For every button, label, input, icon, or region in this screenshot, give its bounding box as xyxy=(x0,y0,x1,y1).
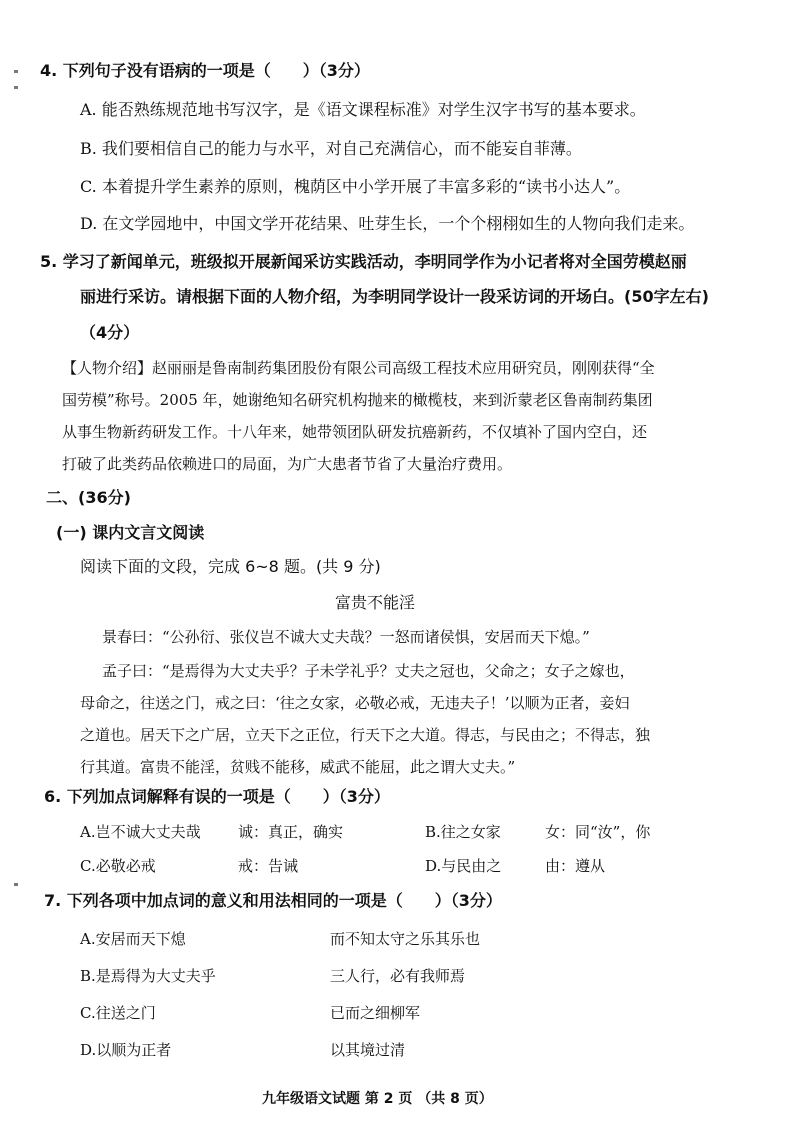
q6-option-a-gloss: 诚：真正，确实 xyxy=(238,823,344,841)
q6-option-c-item: C.必敬必戒 xyxy=(80,857,156,875)
q6-option-d-gloss: 由：遵从 xyxy=(545,857,606,875)
scan-mark xyxy=(14,883,18,886)
q5-intro-line: 【人物介绍】赵丽丽是鲁南制药集团股份有限公司高级工程技术应用研究员，刚刚获得“全 xyxy=(62,359,655,377)
q4-option-a: A. 能否熟练规范地书写汉字，是《语文课程标准》对学生汉字书写的基本要求。 xyxy=(80,100,646,119)
page-footer: 九年级语文试题 第 2 页 （共 8 页） xyxy=(262,1091,493,1107)
q6-option-b-item: B.往之女家 xyxy=(425,823,501,841)
passage-line: 景春曰：“公孙衍、张仪岂不诚大丈夫哉？一怒而诸侯惧，安居而天下熄。” xyxy=(102,628,590,646)
q5-intro-line: 从事生物新药研发工作。十八年来，她带领团队研发抗癌新药，不仅填补了国内空白，还 xyxy=(62,423,648,441)
q4-option-b: B. 我们要相信自己的能力与水平，对自己充满信心，而不能妄自菲薄。 xyxy=(80,139,582,158)
q7-option-c-left: C.往送之门 xyxy=(80,1004,156,1022)
q4-stem: 4. 下列句子没有语病的一项是（ ）（3分） xyxy=(40,61,370,80)
passage-line: 行其道。富贵不能淫，贫贱不能移，威武不能屈，此之谓大丈夫。” xyxy=(80,758,516,776)
q6-option-c-gloss: 戒：告诫 xyxy=(238,857,299,875)
q7-option-d-right: 以其境过清 xyxy=(330,1041,406,1059)
q7-option-b-right: 三人行，必有我师焉 xyxy=(330,967,466,985)
q7-option-a-left: A.安居而天下熄 xyxy=(80,930,186,948)
q7-option-b-left: B.是焉得为大丈夫乎 xyxy=(80,967,216,985)
q7-stem: 7. 下列各项中加点词的意义和用法相同的一项是（ ）（3分） xyxy=(44,891,502,910)
section-heading: 二、(36分) xyxy=(46,488,131,507)
scan-mark xyxy=(14,70,18,73)
reading-instruction: 阅读下面的文段，完成 6~8 题。(共 9 分) xyxy=(80,557,381,576)
q5-intro-line: 国劳模”称号。2005 年，她谢绝知名研究机构抛来的橄榄枝，来到沂蒙老区鲁南制药集团 xyxy=(62,391,653,409)
q4-option-d: D. 在文学园地中，中国文学开花结果、吐芽生长，一个个栩栩如生的人物向我们走来。 xyxy=(80,214,695,233)
q4-option-c: C. 本着提升学生素养的原则，槐荫区中小学开展了丰富多彩的“读书小达人”。 xyxy=(80,177,631,196)
q6-option-d-item: D.与民由之 xyxy=(425,857,502,875)
q6-option-b-gloss: 女：同“汝”，你 xyxy=(545,823,651,841)
scan-mark xyxy=(14,86,18,89)
passage-line: 孟子曰：“是焉得为大丈夫乎？子未学礼乎？丈夫之冠也，父命之；女子之嫁也， xyxy=(102,662,635,680)
q5-score: （4分） xyxy=(80,323,140,342)
section-sub-heading: (一) 课内文言文阅读 xyxy=(56,523,205,542)
q5-stem-line2: 丽进行采访。请根据下面的人物介绍，为李明同学设计一段采访词的开场白。(50字左右) xyxy=(80,287,709,306)
passage-line: 之道也。居天下之广居，立天下之正位，行天下之大道。得志，与民由之；不得志，独 xyxy=(80,726,651,744)
q7-option-d-left: D.以顺为正者 xyxy=(80,1041,172,1059)
passage-line: 母命之，往送之门，戒之曰：‘往之女家，必敬必戒，无违夫子！’以顺为正者，妾妇 xyxy=(80,694,630,712)
q6-stem: 6. 下列加点词解释有误的一项是（ ）（3分） xyxy=(44,787,390,806)
passage-title: 富贵不能淫 xyxy=(335,593,416,612)
q6-option-a-item: A.岂不诚大丈夫哉 xyxy=(80,823,201,841)
q7-option-a-right: 而不知太守之乐其乐也 xyxy=(330,930,481,948)
q5-stem-line1: 5. 学习了新闻单元，班级拟开展新闻采访实践活动，李明同学作为小记者将对全国劳模赵丽 xyxy=(40,252,687,271)
q5-intro-line: 打破了此类药品依赖进口的局面，为广大患者节省了大量治疗费用。 xyxy=(62,455,513,473)
q7-option-c-right: 已而之细柳军 xyxy=(330,1004,421,1022)
